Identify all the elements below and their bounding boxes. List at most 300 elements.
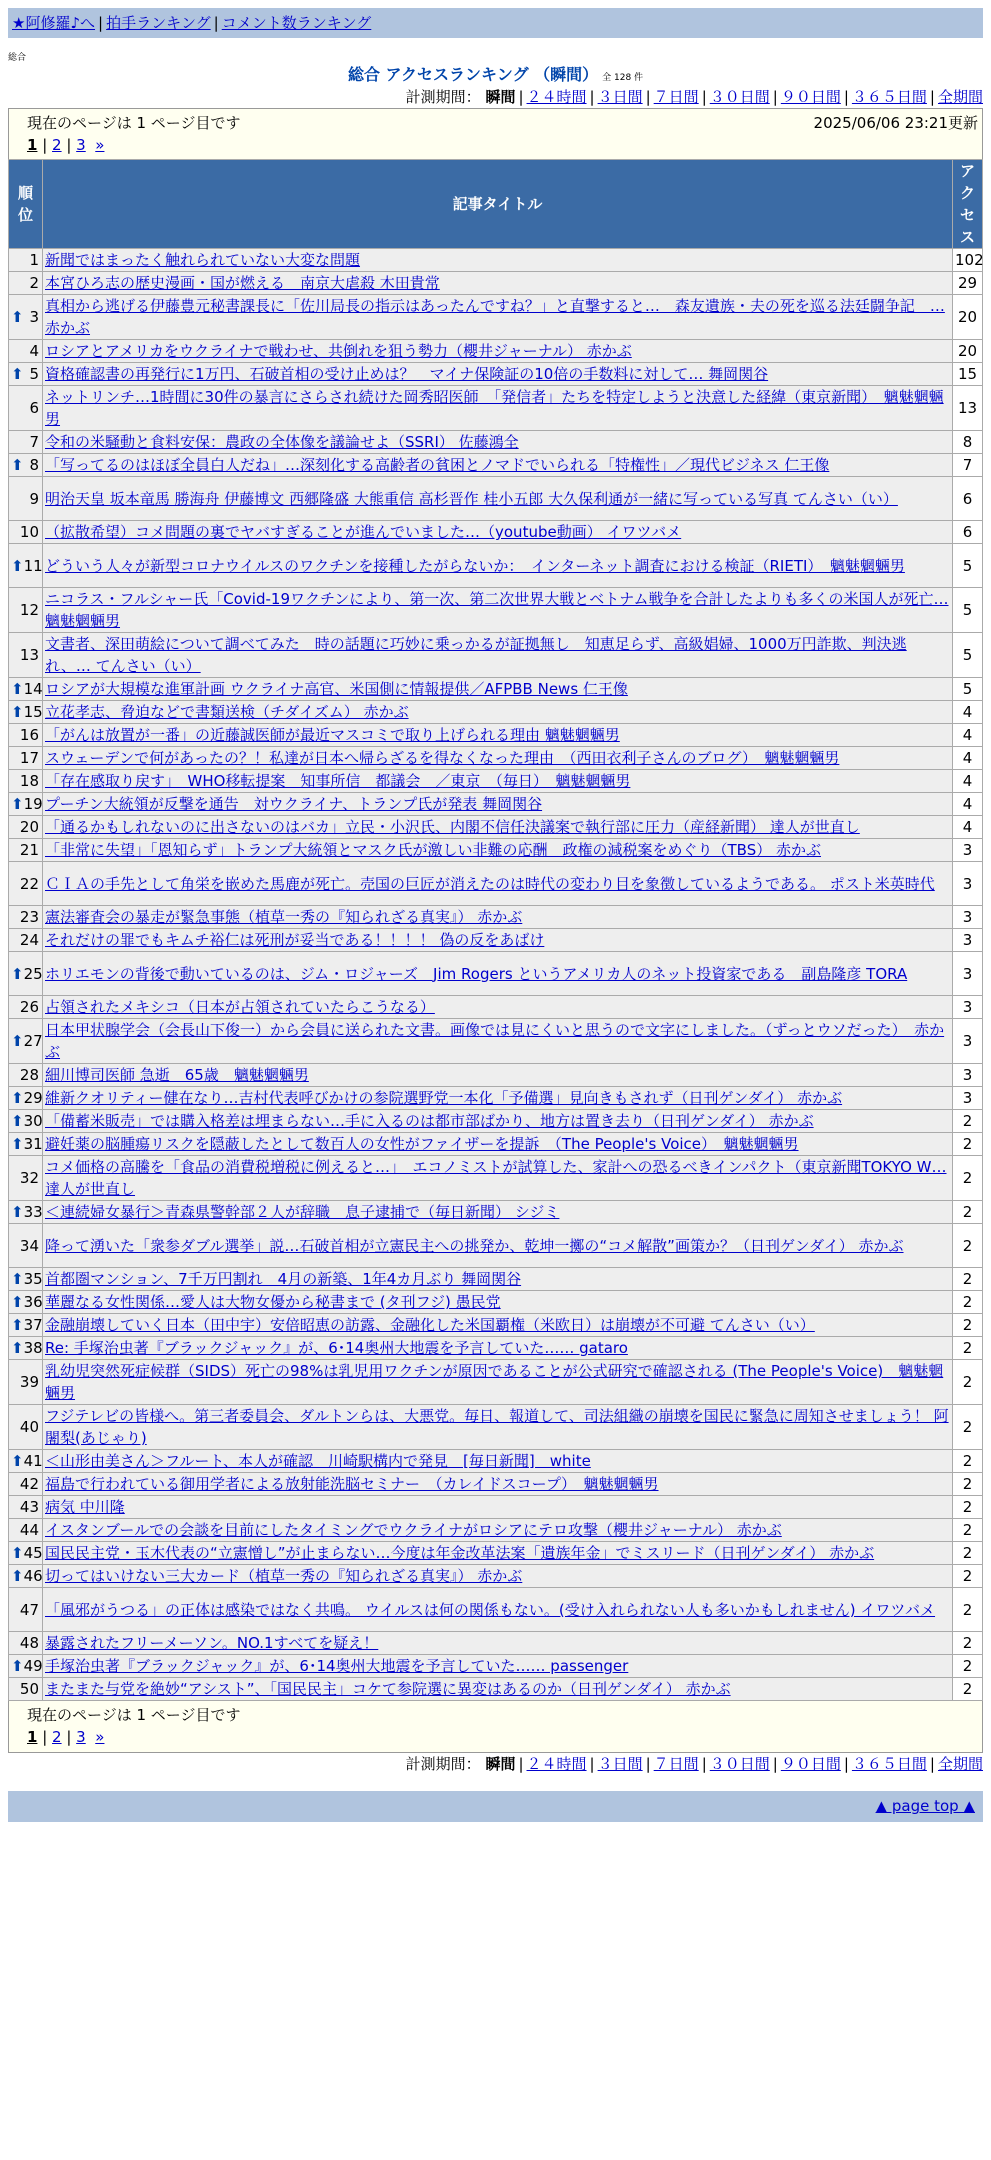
rank-number: 9 [29,489,39,508]
rank-cell [9,454,43,477]
access-count: 2 [953,1405,983,1450]
section-label: 総合 [8,53,27,63]
article-title-link[interactable]: プーチン大統領が反撃を通告 対ウクライナ、トランプ氏が発表 舞岡関谷 [45,795,543,813]
table-row [9,633,983,678]
rank-up-arrow-icon: ⬆ [11,1452,24,1470]
article-title-link[interactable]: 切ってはいけない三大カード（植草一秀の『知られざる真実』） 赤かぶ [45,1567,523,1585]
title-cell [43,477,953,521]
period-30d-link[interactable]: ３０日間 [709,1755,770,1773]
next-page-link[interactable]: » [95,1728,105,1746]
table-row [9,1224,983,1268]
next-page-link[interactable]: » [95,136,105,154]
article-title-link[interactable]: 華麗なる女性関係…愛人は大物女優から秘書まで (タ刊フジ) 愚民党 [45,1293,501,1311]
page-2-link[interactable]: 2 [52,136,62,154]
rank-number: 40 [19,1418,39,1436]
access-count: 2 [953,1588,983,1632]
table-row [9,249,983,272]
rank-number: 30 [23,1112,43,1130]
rank-cell [9,1588,43,1632]
access-count: 2 [953,1473,983,1496]
table-row [9,1201,983,1224]
period-selector-bottom: 計測期間： 瞬間 | ２４時間 | ３日間 | ７日間 | ３０日間 | ９０日間 | ３６５日間 | 全期間 [405,1755,983,1773]
article-title-link[interactable]: 維新クオリティー健在なり…吉村代表呼びかけの参院選野党一本化「予備選」見向きもされず（日刊ゲンダイ） 赤かぶ [45,1089,843,1107]
article-title-link[interactable]: 「がんは放置が一番」の近藤誠医師が最近マスコミで取り上げられる理由 魑魅魍魎男 [45,726,620,744]
rank-number: 50 [19,1680,39,1698]
rank-number: 49 [23,1657,43,1675]
article-title-link[interactable]: 福島で行われている御用学者による放射能洗脳セミナー （カレイドスコープ） 魑魅魍魎男 [45,1475,659,1493]
rank-up-arrow-icon: ⬆ [11,1339,24,1357]
article-title-link[interactable]: 明治天皇 坂本竜馬 勝海舟 伊藤博文 西郷隆盛 大熊重信 高杉晋作 桂小五郎 大久保利通が一緒に写っている写真 てんさい（い） [45,489,898,508]
title-cell [43,839,953,862]
table-row [9,701,983,724]
title-cell [43,1314,953,1337]
title-cell [43,1632,953,1655]
access-count: 3 [953,1019,983,1064]
period-90d-link[interactable]: ９０日間 [780,88,841,106]
article-title-link[interactable]: 細川博司医師 急逝 65歳 魑魅魍魎男 [45,1066,309,1084]
rank-cell [9,1655,43,1678]
rank-number: 46 [23,1567,43,1585]
access-count: 2 [953,1133,983,1156]
rank-number: 47 [19,1600,39,1619]
title-cell [43,1519,953,1542]
access-count: 3 [953,839,983,862]
period-3d-link[interactable]: ３日間 [597,88,643,106]
rank-cell [9,1405,43,1450]
article-title-link[interactable]: 文書者、深田萌絵について調べてみた 時の話題に巧妙に乗っかるが証拠無し 知恵足らず、高級娼婦、1000万円詐欺、判決逃れ、… てんさい（い） [45,635,907,675]
access-count: 3 [953,996,983,1019]
period-3d-link[interactable]: ３日間 [597,1755,643,1773]
rank-cell [9,1632,43,1655]
rank-cell [9,1291,43,1314]
comment-ranking-link[interactable]: コメント数ランキング [221,14,372,32]
rank-number: 43 [19,1498,39,1516]
title-cell [43,816,953,839]
title-cell [43,1291,953,1314]
table-row [9,747,983,770]
title-cell [43,1360,953,1405]
rank-cell [9,1360,43,1405]
article-title-link[interactable]: コメ価格の高騰を「食品の消費税増税に例えると…」 エコノミストが試算した、家計への恐るべきインパクト（東京新聞TOKYO W… 達人が世直し [45,1158,947,1198]
access-count: 2 [953,1360,983,1405]
article-title-link[interactable]: イスタンブールでの会談を目前にしたタイミングでウクライナがロシアにテロ攻撃（櫻井ジャーナル） 赤かぶ [45,1521,782,1539]
table-row [9,839,983,862]
access-count: 13 [953,386,983,431]
rank-cell [9,249,43,272]
rank-cell [9,1542,43,1565]
table-row [9,363,983,386]
page-status: 現在のページは 1 ページ目です [27,1706,241,1724]
table-row [9,1496,983,1519]
title-cell [43,1450,953,1473]
article-title-link[interactable]: ＜山形由美さん＞フルート、本人が確認 川崎駅構内で発見 [毎日新聞] white [45,1452,591,1470]
article-title-link[interactable]: スウェーデンで何があったの？！私達が日本へ帰らざるを得なくなった理由 （西田衣利子さんのブログ） 魑魅魍魎男 [45,749,840,767]
rank-up-arrow-icon: ⬆ [11,1657,24,1675]
period-selector-top: 計測期間： 瞬間 | ２４時間 | ３日間 | ７日間 | ３０日間 | ９０日間 | ３６５日間 | 全期間 [405,88,983,106]
title-cell [43,1064,953,1087]
table-row [9,862,983,906]
article-title-link[interactable]: 金融崩壊していく日本（田中宇）安倍昭恵の訪露、金融化した米国覇権（米欧日）は崩壊が不可避 てんさい（い） [45,1316,815,1334]
rank-cell [9,1110,43,1133]
article-title-link[interactable]: 「通るかもしれないのに出さないのはバカ」立民・小沢氏、内閣不信任決議案で執行部に圧力（産経新聞） 達人が世直し [45,818,860,836]
access-count: 2 [953,1678,983,1701]
title-cell [43,1655,953,1678]
rank-cell [9,862,43,906]
rank-number: 11 [23,556,43,575]
rank-number: 26 [19,998,39,1016]
article-title-link[interactable]: 病気 中川隆 [45,1498,125,1516]
access-count: 6 [953,521,983,544]
table-row [9,521,983,544]
rank-number: 4 [29,342,39,360]
page-3-link[interactable]: 3 [76,136,86,154]
access-count: 2 [953,1655,983,1678]
table-row [9,906,983,929]
access-count: 4 [953,816,983,839]
access-count: 2 [953,1632,983,1655]
article-title-link[interactable]: ホリエモンの背後で動いているのは、ジム・ロジャーズ Jim Rogers というアメリカ人のネット投資家である 副島隆彦 TORA [45,964,908,983]
table-row [9,724,983,747]
rank-up-arrow-icon: ⬆ [11,1544,24,1562]
title-cell [43,633,953,678]
access-count: 2 [953,1224,983,1268]
rank-cell [9,701,43,724]
page-2-link[interactable]: 2 [52,1728,62,1746]
title-cell [43,678,953,701]
rank-number: 15 [23,703,43,721]
table-row [9,1314,983,1337]
rank-up-arrow-icon: ⬆ [11,1270,24,1288]
title-cell [43,1110,953,1133]
title-cell [43,862,953,906]
rank-cell [9,1133,43,1156]
access-count: 2 [953,1314,983,1337]
rank-cell [9,747,43,770]
rank-number: 2 [29,274,39,292]
title-cell [43,1496,953,1519]
nav-separator: | [98,14,104,32]
rank-number: 21 [19,841,39,859]
table-row [9,1087,983,1110]
title-cell [43,249,953,272]
access-count: 2 [953,1496,983,1519]
title-cell [43,363,953,386]
title-cell [43,1224,953,1268]
rank-up-arrow-icon: ⬆ [11,1203,24,1221]
access-count: 4 [953,770,983,793]
rank-number: 20 [19,818,39,836]
article-title-link[interactable]: 資格確認書の再発行に1万円、石破首相の受け止めは？ マイナ保険証の10倍の手数料に対して… 舞岡関谷 [45,365,769,383]
period-24h-link[interactable]: ２４時間 [526,1755,587,1773]
rank-cell [9,1337,43,1360]
period-all-link[interactable]: 全期間 [937,88,983,106]
table-row [9,386,983,431]
rank-number: 42 [19,1475,39,1493]
access-count: 3 [953,929,983,952]
rank-cell [9,1678,43,1701]
title-cell [43,929,953,952]
pager-bottom [8,1701,983,1753]
rank-number: 19 [23,795,43,813]
rank-number: 24 [19,931,39,949]
table-row [9,1519,983,1542]
rank-cell [9,1156,43,1201]
period-label: 計測期間： [405,1755,481,1773]
page-1-link[interactable]: 1 [27,1728,38,1746]
period-365d-link[interactable]: ３６５日間 [851,88,927,106]
rank-cell [9,588,43,633]
title-cell [43,996,953,1019]
access-count: 8 [953,431,983,454]
rank-number: 10 [19,523,39,541]
period-7d-link[interactable]: ７日間 [653,88,699,106]
article-title-link[interactable]: ニコラス・フルシャー氏「Covid-19ワクチンにより、第一次、第二次世界大戦とベトナム戦争を合計したよりも多くの米国人が死亡… 魑魅魍魎男 [45,590,949,630]
rank-number: 34 [19,1236,39,1255]
rank-number: 12 [19,601,39,619]
access-count: 2 [953,1450,983,1473]
rank-number: 36 [23,1293,43,1311]
article-title-link[interactable]: ロシアとアメリカをウクライナで戦わせ、共倒れを狙う勢力（櫻井ジャーナル） 赤かぶ [45,342,632,360]
article-title-link[interactable]: 新聞ではまったく触れられていない大変な問題 [45,251,361,269]
title-cell [43,544,953,588]
title-cell [43,295,953,340]
access-count: 2 [953,1268,983,1291]
title-cell [43,1133,953,1156]
table-row [9,952,983,996]
article-title-link[interactable]: それだけの罪でもキムチ裕仁は死刑が妥当である！！！！ 偽の反をあばけ [45,931,545,949]
table-row [9,770,983,793]
title-cell [43,1337,953,1360]
access-count: 6 [953,477,983,521]
rank-cell [9,793,43,816]
article-title-link[interactable]: 降って湧いた「衆参ダブル選挙」説…石破首相が立憲民主への挑発か、乾坤一擲の“コメ解散”画策か？（日刊ゲンダイ） 赤かぶ [45,1236,904,1255]
table-row [9,678,983,701]
table-row [9,816,983,839]
rank-cell [9,1450,43,1473]
rank-number: 31 [23,1135,43,1153]
title-cell [43,340,953,363]
title-header: 記事タイトル [43,160,953,249]
article-title-link[interactable]: 国民民主党・玉木代表の“立憲憎し”が止まらない…今度は年金改革法案「遺族年金」でミスリード（日刊ゲンダイ） 赤かぶ [45,1544,875,1562]
ranking-rows [9,249,983,1701]
title-cell [43,1542,953,1565]
access-count: 4 [953,701,983,724]
page-status: 現在のページは 1 ページ目です [27,114,241,132]
table-row [9,588,983,633]
access-count: 5 [953,588,983,633]
article-title-link[interactable]: 本宮ひろ志の歴史漫画・国が燃える 南京大虐殺 木田貴常 [45,274,440,292]
rank-number: 37 [23,1316,43,1334]
applause-ranking-link[interactable]: 拍手ランキング [106,14,211,32]
title-cell [43,952,953,996]
access-count: 15 [953,363,983,386]
period-7d-link[interactable]: ７日間 [653,1755,699,1773]
ranking-table [8,159,983,1701]
rank-up-arrow-icon: ⬆ [11,964,24,983]
article-title-link[interactable]: 憲法審査会の暴走が緊急事態（植草一秀の『知られざる真実』） 赤かぶ [45,908,523,926]
title-cell [43,386,953,431]
access-count: 20 [953,340,983,363]
rank-up-arrow-icon: ⬆ [11,1112,24,1130]
table-row [9,1156,983,1201]
rank-number: 28 [19,1066,39,1084]
asyura-home-link[interactable]: ★阿修羅♪へ [12,14,96,32]
rank-number: 33 [23,1203,43,1221]
title-cell [43,1473,953,1496]
access-count: 7 [953,454,983,477]
title-cell [43,747,953,770]
rank-cell [9,272,43,295]
period-365d-link[interactable]: ３６５日間 [851,1755,927,1773]
rank-up-arrow-icon: ⬆ [11,1567,24,1585]
article-title-link[interactable]: 避妊薬の脳腫瘍リスクを隠蔽したとして数百人の女性がファイザーを提訴 （The People's Voice） 魑魅魍魎男 [45,1135,799,1153]
article-title-link[interactable]: 「備蓄米販売」では購入格差は埋まらない…手に入るのは都市部ばかり、地方は置き去り（日刊ゲンダイ） 赤かぶ [45,1112,814,1130]
access-count: 2 [953,1565,983,1588]
period-24h-link[interactable]: ２４時間 [526,88,587,106]
page-1-link[interactable]: 1 [27,136,38,154]
article-title-link[interactable]: 手塚治虫著『ブラックジャック』が、6･14奥州大地震を予言していた…… passenger [45,1657,629,1675]
rank-cell [9,431,43,454]
period-label: 計測期間： [405,88,481,106]
period-all-link[interactable]: 全期間 [937,1755,983,1773]
period-current: 瞬間 [485,1755,516,1773]
rank-cell [9,906,43,929]
article-title-link[interactable]: Re: 手塚治虫著『ブラックジャック』が、6･14奥州大地震を予言していた…… gataro [45,1339,628,1357]
total-count: 全 128 件 [602,73,644,83]
page-title [8,64,983,86]
table-row [9,431,983,454]
table-row [9,1542,983,1565]
rank-cell [9,1473,43,1496]
page-top-link[interactable]: ▲ page top ▲ [875,1797,975,1815]
rank-number: 23 [19,908,39,926]
title-cell [43,1678,953,1701]
access-count: 3 [953,1087,983,1110]
article-title-link[interactable]: 日本甲状腺学会（会長山下俊一）から会員に送られた文書。画像では見にくいと思うので文字にしました。（ずっとウソだった） 赤かぶ [45,1021,945,1061]
nav-separator: | [213,14,219,32]
period-90d-link[interactable]: ９０日間 [780,1755,841,1773]
article-title-link[interactable]: 「写ってるのはほぼ全員白人だね」…深刻化する高齢者の貧困とノマドでいられる「特権性」／現代ビジネス 仁王像 [45,456,830,474]
table-row [9,1405,983,1450]
table-row [9,295,983,340]
page [8,8,983,1822]
title-cell [43,1087,953,1110]
access-count: 2 [953,1542,983,1565]
table-row [9,1291,983,1314]
rank-number: 39 [19,1373,39,1391]
table-row [9,793,983,816]
table-row [9,1133,983,1156]
rank-cell [9,1565,43,1588]
rank-cell [9,996,43,1019]
rank-up-arrow-icon: ⬆ [11,456,24,474]
title-cell [43,1565,953,1588]
pager-top [8,108,983,159]
rank-number: 48 [19,1634,39,1652]
rank-number: 27 [23,1032,43,1050]
title-cell [43,906,953,929]
rank-number: 29 [23,1089,43,1107]
access-count: 4 [953,747,983,770]
rank-number: 3 [29,308,39,326]
updated-timestamp: 2025/06/06 23:21更新 [813,114,978,132]
table-row [9,1678,983,1701]
article-title-link[interactable]: フジテレビの皆様へ。第三者委員会、ダルトンらは、大悪党。毎日、報道して、司法組織の崩壊を国民に緊急に周知させましょう！ 阿闍梨(あじゃり) [45,1407,949,1447]
table-row [9,1632,983,1655]
rank-up-arrow-icon: ⬆ [11,308,24,326]
table-row [9,1450,983,1473]
article-title-link[interactable]: 「存在感取り戻す」 WHO移転提案 知事所信 都議会 ／東京 （毎日） 魑魅魍魎男 [45,772,631,790]
article-title-link[interactable]: 占領されたメキシコ（日本が占領されていたらこうなる） [45,998,435,1016]
period-current: 瞬間 [485,88,516,106]
article-title-link[interactable]: （拡散希望）コメ問題の裏でヤバすぎることが進んでいました…（youtube動画） イワツバメ [45,523,682,541]
article-title-link[interactable]: 首都圏マンション、7千万円割れ 4月の新築、1年4カ月ぶり 舞岡関谷 [45,1270,522,1288]
rank-header: 順位 [9,160,43,249]
article-title-link[interactable]: 乳幼児突然死症候群（SIDS）死亡の98%は乳児用ワクチンが原因であることが公式研究で確認される (The People's Voice) 魑魅魍魎男 [45,1362,944,1402]
rank-up-arrow-icon: ⬆ [11,1293,24,1311]
rank-cell [9,544,43,588]
rank-cell [9,1224,43,1268]
access-count: 2 [953,1291,983,1314]
article-title-link[interactable]: 立花孝志、脅迫などで書類送検（チダイズム） 赤かぶ [45,703,409,721]
access-count: 5 [953,633,983,678]
article-title-link[interactable]: どういう人々が新型コロナウイルスのワクチンを接種したがらないか： インターネット調査における検証（RIETI） 魑魅魍魎男 [45,556,905,575]
article-title-link[interactable]: またまた与党を絶妙“アシスト”、「国民民主」コケて参院選に異変はあるのか（日刊ゲンダイ） 赤かぶ [45,1680,731,1698]
rank-number: 7 [29,433,39,451]
page-3-link[interactable]: 3 [76,1728,86,1746]
article-title-link[interactable]: 「非常に失望」「恩知らず」トランプ大統領とマスク氏が激しい非難の応酬 政権の減税案をめぐり（TBS） 赤かぶ [45,841,821,859]
article-title-link[interactable]: ＣＩＡの手先として角栄を嵌めた馬鹿が死亡。売国の巨匠が消えたのは時代の変わり目を象徴しているようである。 ポスト米英時代 [45,874,935,893]
rank-up-arrow-icon: ⬆ [11,365,24,383]
title-cell [43,1019,953,1064]
rank-cell [9,633,43,678]
access-count: 3 [953,906,983,929]
article-title-link[interactable]: ＜連続婦女暴行＞青森県警幹部２人が辞職 息子逮捕で（毎日新聞） シジミ [45,1203,560,1221]
access-count: 2 [953,1156,983,1201]
rank-up-arrow-icon: ⬆ [11,556,24,575]
table-row [9,1110,983,1133]
table-row [9,1268,983,1291]
article-title-link[interactable]: 令和の米騒動と食料安保：農政の全体像を議論せよ（SSRI） 佐藤鴻全 [45,433,519,451]
access-count: 2 [953,1337,983,1360]
rank-up-arrow-icon: ⬆ [11,1032,24,1050]
article-title-link[interactable]: 暴露されたフリーメーソン。NO.1すべてを疑え！ [45,1634,379,1652]
article-title-link[interactable]: 「風邪がうつる」の正体は感染ではなく共鳴。 ウイルスは何の関係もない。(受け入れられない人も多いかもしれません) イワツバメ [45,1600,936,1619]
article-title-link[interactable]: ネットリンチ…1時間に30件の暴言にさらされ続けた岡秀昭医師 「発信者」たちを特定しようと決意した経緯（東京新聞） 魑魅魍魎男 [45,388,944,428]
title-cell [43,272,953,295]
rank-number: 41 [23,1452,43,1470]
rank-number: 32 [19,1169,39,1187]
rank-cell [9,1519,43,1542]
period-30d-link[interactable]: ３０日間 [709,88,770,106]
table-row [9,477,983,521]
rank-number: 1 [29,251,39,269]
rank-number: 38 [23,1339,43,1357]
page-links: 1 | 2 | 3 » [27,1728,105,1746]
rank-cell [9,1064,43,1087]
table-row [9,454,983,477]
rank-cell [9,363,43,386]
table-row [9,1019,983,1064]
article-title-link[interactable]: ロシアが大規模な進軍計画 ウクライナ高官、米国側に情報提供／AFPBB News 仁王像 [45,680,628,698]
title-cell [43,431,953,454]
title-cell [43,521,953,544]
article-title-link[interactable]: 真相から逃げる伊藤豊元秘書課長に「佐川局長の指示はあったんですね？」と直撃すると… 森友遺族・夫の死を巡る法廷闘争記 … 赤かぶ [45,297,945,337]
rank-number: 18 [19,772,39,790]
rank-number: 35 [23,1270,43,1288]
rank-number: 45 [23,1544,43,1562]
title-cell [43,770,953,793]
